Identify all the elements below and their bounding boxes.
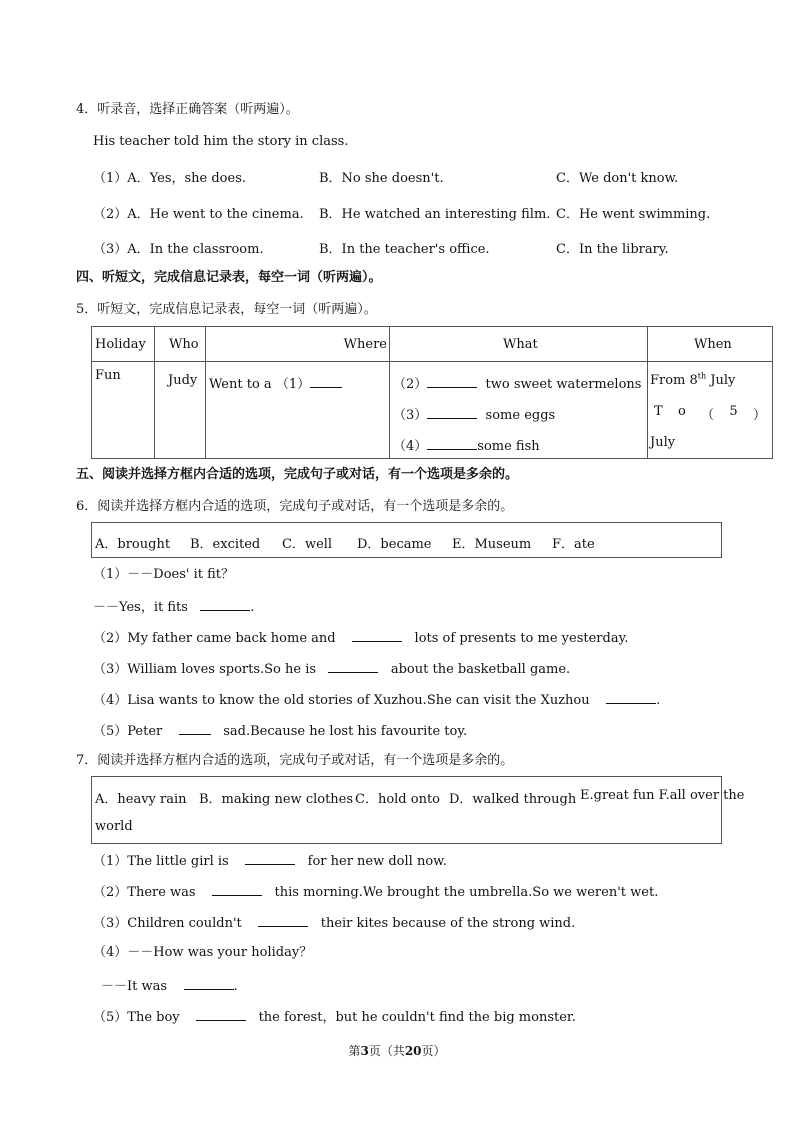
- section5-heading: 五、阅读并选择方框内合适的选项，完成句子或对话，有一个选项是多余的。: [76, 467, 519, 482]
- what-item-3: （4） some fish: [393, 439, 540, 454]
- q6-option-a[interactable]: A．brought: [95, 537, 171, 552]
- section4-heading: 四、听短文，完成信息记录表，每空一词（听两遍）。: [76, 270, 382, 285]
- q4-num-2: （2）: [93, 207, 128, 222]
- what-blank-4[interactable]: [427, 437, 477, 450]
- q4-passage: His teacher told him the story in class.: [93, 134, 349, 149]
- what-item-2: （3） some eggs: [393, 408, 556, 423]
- q4-3-option-b[interactable]: B．In the teacher's office.: [319, 242, 490, 257]
- q4-title: 4．听录音，选择正确答案（听两遍）。: [76, 102, 299, 117]
- what-blank-2[interactable]: [427, 375, 477, 388]
- q7-blank-4[interactable]: [184, 977, 234, 990]
- q6-blank-1[interactable]: [200, 598, 250, 611]
- q7-option-ef[interactable]: E.great fun F.all over the: [580, 788, 745, 803]
- when-to: T o （ 5 ）: [654, 404, 766, 423]
- what-item-1: （2） two sweet watermelons: [393, 377, 642, 392]
- page-total: 20: [404, 1044, 422, 1058]
- q6-s2: （2）My father came back home and lots of presents to me yesterday.: [93, 631, 629, 646]
- q4-num-1: （1）: [93, 171, 128, 186]
- q6-blank-3[interactable]: [328, 660, 378, 673]
- q6-s3: （3）William loves sports.So he is about the basketball game.: [93, 662, 571, 677]
- q4-3-option-a[interactable]: A．In the classroom.: [127, 242, 264, 257]
- who-judy: Judy: [168, 373, 198, 388]
- holiday-fun: Fun: [95, 368, 121, 383]
- q7-option-f-cont[interactable]: world: [95, 819, 133, 834]
- q4-1-option-c[interactable]: C．We don't know.: [556, 171, 679, 186]
- q7-s5: （5）The boy the forest，but he couldn't find the big monster.: [93, 1010, 576, 1025]
- when-blank-5[interactable]: 5: [729, 404, 738, 419]
- when-month: July: [650, 435, 676, 450]
- q6-option-c[interactable]: C．well: [282, 537, 333, 552]
- header-when: When: [694, 337, 732, 352]
- header-where: Where: [343, 337, 387, 352]
- q6-s1b: －－Yes，it fits .: [93, 600, 255, 615]
- q4-1-option-b[interactable]: B．No she doesn't.: [319, 171, 444, 186]
- q7-s3: （3）Children couldn't their kites because of the strong wind.: [93, 916, 576, 931]
- q4-2-option-c[interactable]: C．He went swimming.: [556, 207, 711, 222]
- q7-blank-3[interactable]: [258, 914, 308, 927]
- q4-num-3: （3）: [93, 242, 128, 257]
- q6-blank-5[interactable]: [179, 722, 211, 735]
- q4-2-option-a[interactable]: A．He went to the cinema.: [127, 207, 304, 222]
- q6-title: 6．阅读并选择方框内合适的选项，完成句子或对话，有一个选项是多余的。: [76, 499, 514, 514]
- what-blank-3[interactable]: [427, 406, 477, 419]
- when-from: From 8th July: [650, 371, 736, 388]
- q7-option-a[interactable]: A．heavy rain: [95, 792, 187, 807]
- q7-option-b[interactable]: B．making new clothes: [199, 792, 354, 807]
- q7-option-d[interactable]: D．walked through: [449, 792, 577, 807]
- q6-blank-2[interactable]: [352, 629, 402, 642]
- q7-s4b: －－It was .: [101, 979, 238, 994]
- q4-2-option-b[interactable]: B．He watched an interesting film.: [319, 207, 551, 222]
- q5-title: 5．听短文，完成信息记录表，每空一词（听两遍）。: [76, 302, 377, 317]
- q4-1-option-a[interactable]: A．Yes，she does.: [127, 171, 247, 186]
- q5-info-table: [91, 326, 773, 459]
- q7-option-c[interactable]: C．hold onto: [355, 792, 441, 807]
- q6-option-d[interactable]: D．became: [357, 537, 432, 552]
- header-who: Who: [169, 337, 199, 352]
- page-number: 3: [360, 1044, 369, 1058]
- q6-s5: （5）Peter sad.Because he lost his favourite toy.: [93, 724, 468, 739]
- q7-blank-5[interactable]: [196, 1008, 246, 1021]
- q6-option-f[interactable]: F．ate: [552, 537, 595, 552]
- q7-s4a: （4）－－How was your holiday？: [93, 945, 313, 960]
- q7-options-box: [91, 776, 722, 844]
- q6-option-e[interactable]: E．Museum: [452, 537, 532, 552]
- q4-3-option-c[interactable]: C．In the library.: [556, 242, 669, 257]
- q7-s2: （2）There was this morning.We brought the umbrella.So we weren't wet.: [93, 885, 659, 900]
- q7-blank-1[interactable]: [245, 852, 295, 865]
- where-blank[interactable]: [310, 375, 342, 388]
- where-text: Went to a: [209, 377, 272, 392]
- q7-blank-2[interactable]: [212, 883, 262, 896]
- q6-s1a: （1）－－Does' it fit？: [93, 567, 235, 582]
- q7-title: 7．阅读并选择方框内合适的选项，完成句子或对话，有一个选项是多余的。: [76, 753, 514, 768]
- q6-s4: （4）Lisa wants to know the old stories of Xuzhou.She can visit the Xuzhou .: [93, 693, 661, 708]
- header-what: What: [503, 337, 538, 352]
- header-holiday: Holiday: [95, 337, 146, 352]
- page-footer: 第3页（共20页）: [348, 1044, 446, 1058]
- where-blank-num: （1）: [275, 377, 311, 392]
- q7-s1: （1）The little girl is for her new doll now.: [93, 854, 447, 869]
- q6-option-b[interactable]: B．excited: [190, 537, 261, 552]
- q6-blank-4[interactable]: [606, 691, 656, 704]
